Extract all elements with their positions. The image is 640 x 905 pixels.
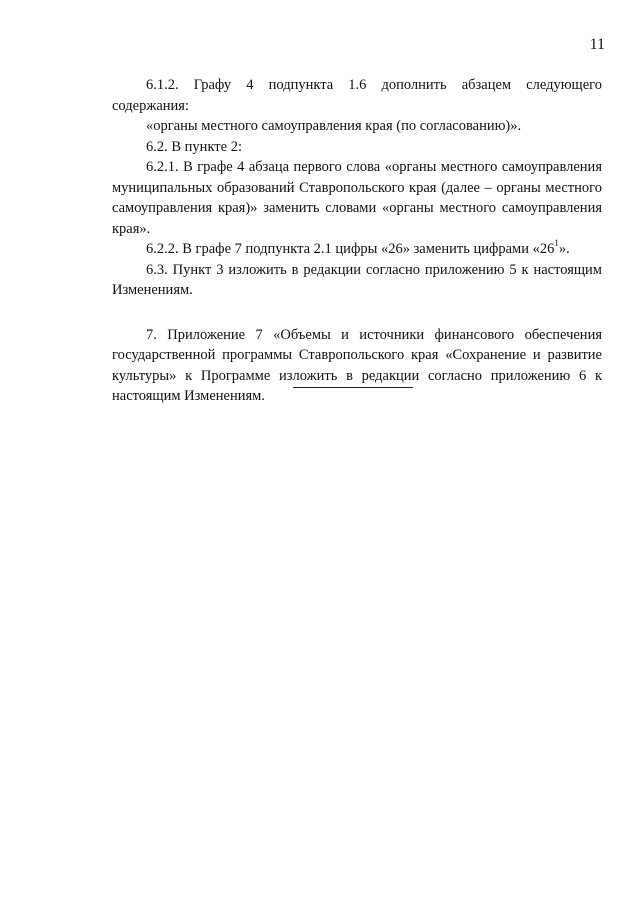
end-divider [293,387,413,388]
page-number: 11 [589,36,605,53]
paragraph-6-2-2-end: ». [558,241,570,257]
paragraph-6-2: 6.2. В пункте 2: [146,138,242,155]
paragraph-quote: «органы местного самоуправления края (по согласованию)». [146,118,522,134]
paragraph-7: 7. Приложение 7 «Объемы и источники финансового обеспечения государственной программы Ставропольского края «Сохранение и развитие культуры» к Программе изложить в редакции согласно приложению 6 к настоящим Изменениям. [112,326,602,404]
document-body [112,75,602,407]
paragraph-6-2-2 [112,239,602,260]
paragraph-6-2-2-text: 6.2.2. В графе 7 подпункта 2.1 цифры «26» заменить цифрами «26 [146,241,555,257]
paragraph-6-3: 6.3. Пункт 3 изложить в редакции согласно приложению 5 к настоящим Изменениям. [112,261,602,298]
paragraph-6-2-1: 6.2.1. В графе 4 абзаца первого слова «органы местного самоуправления муниципальных образований Ставропольского края (далее – органы местного самоуправления края)» заменить словами «органы местного самоуправления края». [112,159,602,237]
superscript-one: 1 [554,238,559,249]
paragraph-6-1-2: 6.1.2. Графу 4 подпункта 1.6 дополнить абзацем следующего содержания: [112,77,602,114]
